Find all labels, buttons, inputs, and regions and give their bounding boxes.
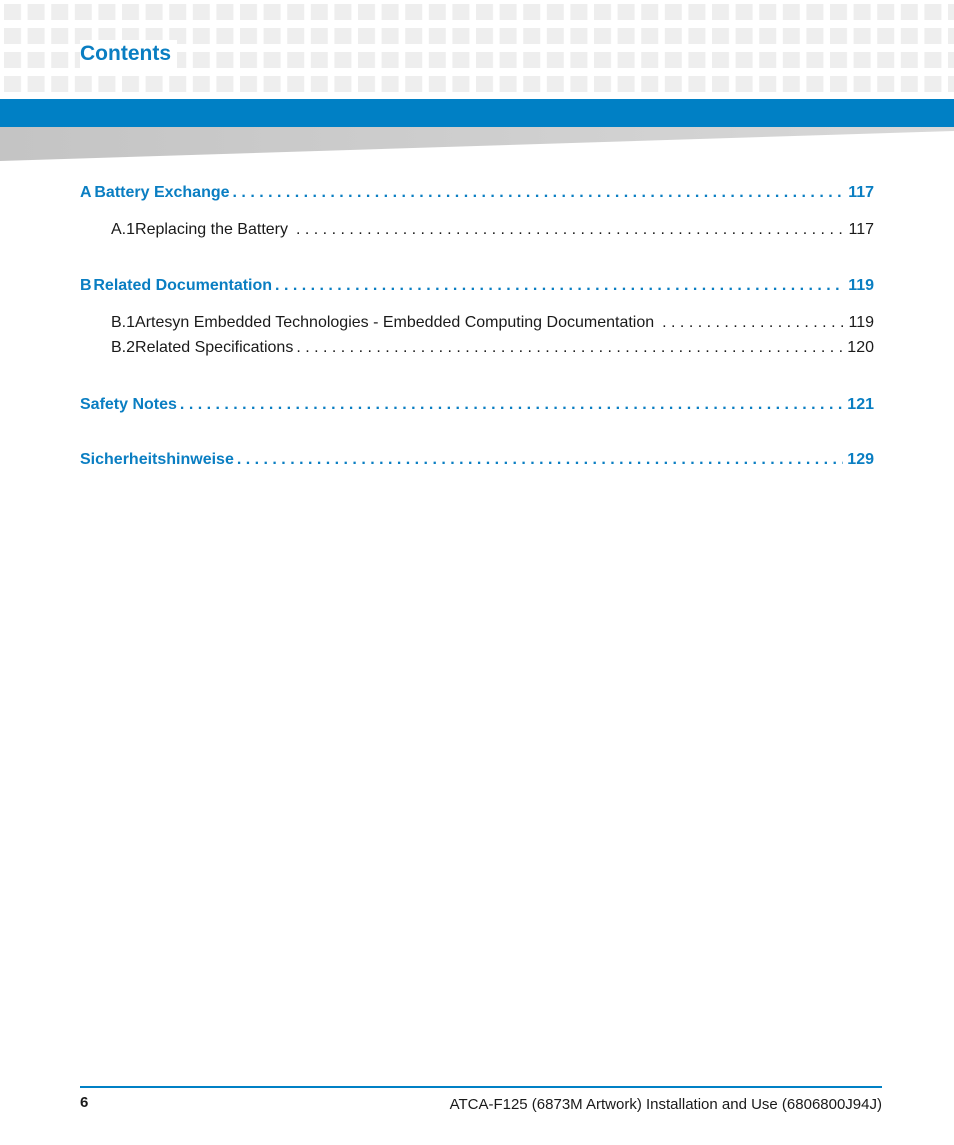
toc-entry-title: Battery Exchange bbox=[94, 184, 230, 201]
toc-entry-title: Related Specifications bbox=[135, 339, 294, 356]
footer-rule bbox=[80, 1086, 882, 1088]
toc-leader-dots bbox=[233, 184, 845, 202]
toc-leader-dots bbox=[275, 277, 844, 295]
toc-entry-battery-exchange[interactable] bbox=[80, 184, 874, 202]
toc-entry-page: 121 bbox=[847, 396, 874, 413]
toc-entry-safety-notes[interactable] bbox=[80, 396, 874, 414]
toc-entry-page: 120 bbox=[847, 339, 874, 356]
header-grey-wedge bbox=[0, 127, 954, 165]
footer-document-title: ATCA-F125 (6873M Artwork) Installation and Use (6806800J94J) bbox=[449, 1096, 882, 1113]
toc-entry-artesyn-documentation[interactable] bbox=[111, 314, 874, 332]
toc-entry-related-documentation[interactable] bbox=[80, 277, 874, 295]
toc-entry-page: 119 bbox=[848, 314, 874, 331]
toc-entry-title: Safety Notes bbox=[80, 396, 177, 413]
toc-entry-title: Artesyn Embedded Technologies - Embedded Computing Documentation bbox=[135, 314, 655, 331]
toc-entry-page: 119 bbox=[848, 277, 874, 294]
toc-leader-dots bbox=[662, 314, 844, 332]
toc-leader-dots bbox=[237, 451, 843, 469]
toc-leader-dots bbox=[180, 396, 843, 414]
toc-entry-number: A bbox=[80, 184, 92, 201]
toc-leader-dots bbox=[296, 339, 843, 357]
toc-entry-number: B.1 bbox=[111, 314, 136, 331]
toc-entry-replacing-the-battery[interactable] bbox=[111, 221, 874, 239]
toc-entry-page: 117 bbox=[848, 221, 874, 238]
toc-entry-title: Sicherheitshinweise bbox=[80, 451, 234, 468]
toc-entry-page: 129 bbox=[847, 451, 874, 468]
header-blue-band bbox=[0, 99, 954, 127]
page-title: Contents bbox=[80, 40, 177, 68]
toc-entry-title: Related Documentation bbox=[93, 277, 273, 294]
toc-entry-number: B bbox=[80, 277, 92, 294]
toc-entry-sicherheitshinweise[interactable] bbox=[80, 451, 874, 469]
footer-page-number: 6 bbox=[80, 1094, 89, 1111]
toc-entry-page: 117 bbox=[848, 184, 874, 201]
toc-entry-title: Replacing the Battery bbox=[135, 221, 288, 238]
toc-leader-dots bbox=[296, 221, 844, 239]
toc-entry-number: B.2 bbox=[111, 339, 136, 356]
toc-entry-related-specifications[interactable] bbox=[111, 339, 874, 357]
toc-entry-number: A.1 bbox=[111, 221, 136, 238]
